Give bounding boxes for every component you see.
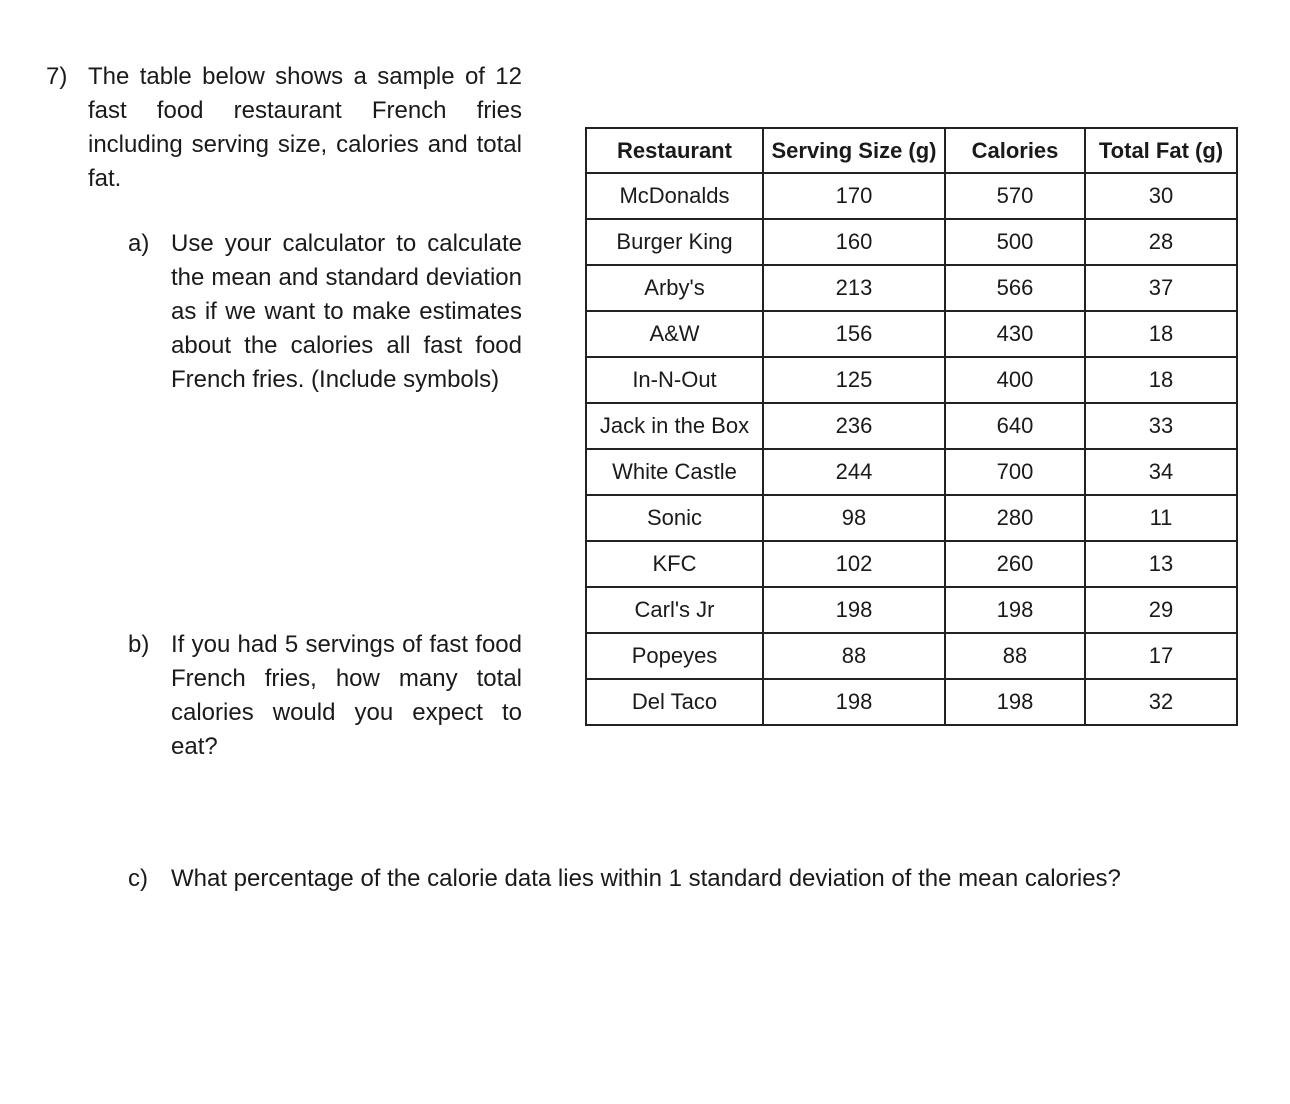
cell-total-fat: 37 (1085, 265, 1237, 311)
cell-calories: 570 (945, 173, 1085, 219)
part-a-text: Use your calculator to calculate the mean and standard deviation as if we want to make estimates about the calories all fast food French fries. (Include symbols) (171, 230, 522, 393)
cell-total-fat: 18 (1085, 311, 1237, 357)
cell-serving-size: 198 (763, 679, 945, 725)
table-row (586, 311, 1237, 357)
table-row (586, 357, 1237, 403)
cell-calories: 198 (945, 587, 1085, 633)
cell-total-fat: 30 (1085, 173, 1237, 219)
cell-calories: 566 (945, 265, 1085, 311)
cell-calories: 700 (945, 449, 1085, 495)
cell-calories: 280 (945, 495, 1085, 541)
cell-restaurant: KFC (586, 541, 763, 587)
cell-calories: 198 (945, 679, 1085, 725)
cell-restaurant: Burger King (586, 219, 763, 265)
cell-serving-size: 102 (763, 541, 945, 587)
table-row (586, 495, 1237, 541)
table-row (586, 449, 1237, 495)
header-restaurant: Restaurant (586, 128, 763, 173)
part-b-label: b) (128, 631, 150, 658)
cell-restaurant: Sonic (586, 495, 763, 541)
cell-restaurant: In-N-Out (586, 357, 763, 403)
table-row (586, 587, 1237, 633)
table-row (586, 679, 1237, 725)
cell-total-fat: 28 (1085, 219, 1237, 265)
cell-serving-size: 244 (763, 449, 945, 495)
fries-data-table (585, 127, 1238, 726)
table-row (586, 633, 1237, 679)
cell-serving-size: 198 (763, 587, 945, 633)
cell-total-fat: 11 (1085, 495, 1237, 541)
cell-restaurant: White Castle (586, 449, 763, 495)
cell-calories: 260 (945, 541, 1085, 587)
cell-serving-size: 125 (763, 357, 945, 403)
part-b-text: If you had 5 servings of fast food French fries, how many total calories would you expect to eat? (171, 631, 522, 760)
cell-total-fat: 17 (1085, 633, 1237, 679)
header-serving-size: Serving Size (g) (763, 128, 945, 173)
cell-total-fat: 33 (1085, 403, 1237, 449)
cell-serving-size: 170 (763, 173, 945, 219)
cell-total-fat: 29 (1085, 587, 1237, 633)
cell-total-fat: 13 (1085, 541, 1237, 587)
part-c-text: What percentage of the calorie data lies within 1 standard deviation of the mean calories? (171, 865, 1121, 892)
cell-restaurant: A&W (586, 311, 763, 357)
table-row (586, 265, 1237, 311)
header-calories: Calories (945, 128, 1085, 173)
cell-restaurant: Jack in the Box (586, 403, 763, 449)
cell-calories: 500 (945, 219, 1085, 265)
cell-restaurant: Del Taco (586, 679, 763, 725)
table-row (586, 541, 1237, 587)
part-c-label: c) (128, 865, 148, 892)
cell-calories: 88 (945, 633, 1085, 679)
cell-restaurant: Arby's (586, 265, 763, 311)
table-row (586, 173, 1237, 219)
table-header-row (586, 128, 1237, 173)
question-number: 7) (46, 63, 68, 90)
cell-restaurant: Carl's Jr (586, 587, 763, 633)
table-row (586, 403, 1237, 449)
header-total-fat: Total Fat (g) (1085, 128, 1237, 173)
cell-serving-size: 156 (763, 311, 945, 357)
cell-calories: 400 (945, 357, 1085, 403)
cell-serving-size: 160 (763, 219, 945, 265)
cell-calories: 430 (945, 311, 1085, 357)
cell-serving-size: 88 (763, 633, 945, 679)
cell-restaurant: McDonalds (586, 173, 763, 219)
cell-total-fat: 34 (1085, 449, 1237, 495)
part-a-label: a) (128, 230, 150, 257)
question-intro: The table below shows a sample of 12 fast food restaurant French fries including serving size, calories and total fat. (88, 63, 522, 192)
cell-restaurant: Popeyes (586, 633, 763, 679)
cell-serving-size: 213 (763, 265, 945, 311)
table-row (586, 219, 1237, 265)
cell-serving-size: 98 (763, 495, 945, 541)
cell-serving-size: 236 (763, 403, 945, 449)
cell-calories: 640 (945, 403, 1085, 449)
cell-total-fat: 18 (1085, 357, 1237, 403)
cell-total-fat: 32 (1085, 679, 1237, 725)
